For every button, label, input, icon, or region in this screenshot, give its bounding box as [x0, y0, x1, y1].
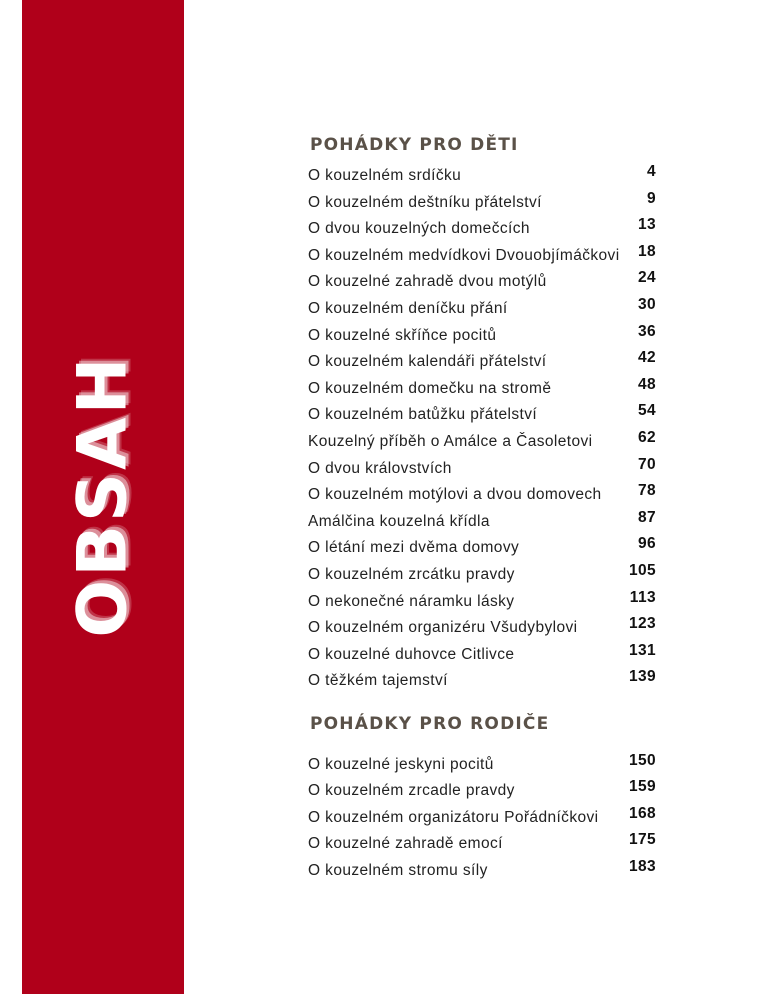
toc-entry[interactable] — [308, 508, 656, 540]
toc-entry-title: O kouzelném batůžku přátelství — [308, 406, 538, 424]
toc-list-parents — [308, 752, 656, 888]
toc-entry[interactable] — [308, 857, 656, 888]
toc-entry-page: 48 — [637, 375, 656, 393]
toc-entry-page: 105 — [628, 561, 656, 579]
toc-entry[interactable] — [308, 804, 656, 835]
toc-entry-page: 150 — [628, 752, 656, 769]
toc-entry-title: O dvou kouzelných domečcích — [308, 220, 530, 238]
toc-entry[interactable] — [308, 778, 656, 808]
toc-entry-title: Amálčina kouzelná křídla — [308, 512, 490, 530]
toc-entry-page: 113 — [629, 588, 656, 606]
toc-entry-page: 24 — [637, 269, 656, 287]
toc-entry-title: O kouzelném deštníku přátelství — [308, 193, 542, 211]
contents-title: OBSAH — [63, 354, 143, 638]
toc-entry-title: O kouzelné duhovce Citlivce — [308, 645, 515, 663]
toc-entry-page: 18 — [637, 242, 656, 260]
toc-entry[interactable] — [308, 831, 656, 861]
toc-entry[interactable] — [308, 216, 656, 247]
toc-entry[interactable] — [308, 349, 656, 380]
toc-entry[interactable] — [308, 752, 656, 782]
toc-entry[interactable] — [308, 402, 656, 433]
toc-entry[interactable] — [308, 561, 656, 593]
toc-entry-title: O kouzelné zahradě emocí — [308, 835, 503, 853]
toc-entry-page: 42 — [637, 349, 656, 367]
toc-entry-title: O kouzelném motýlovi a dvou domovech — [308, 486, 602, 504]
toc-entry-title: O kouzelném organizéru Všudybylovi — [308, 619, 578, 637]
toc-entry-page: 96 — [637, 535, 656, 553]
toc-entry-page: 9 — [646, 189, 656, 207]
toc-entry-page: 36 — [637, 322, 656, 340]
toc-entry-page: 123 — [628, 615, 656, 633]
toc-entry-title: O létání mezi dvěma domovy — [308, 539, 520, 557]
toc-entry-page: 30 — [637, 295, 656, 313]
toc-entry-page: 168 — [628, 804, 656, 822]
toc-entry[interactable] — [308, 428, 656, 460]
toc-entry-title: O dvou královstvích — [308, 459, 452, 477]
toc-list-children — [308, 163, 656, 699]
toc-entry-title: O kouzelném srdíčku — [308, 167, 462, 184]
toc-entry-title: O kouzelném kalendáři přátelství — [308, 353, 547, 371]
toc-entry-title: O kouzelném zrcátku pravdy — [308, 565, 515, 583]
toc-entry[interactable] — [308, 668, 656, 699]
toc-entry-title: O těžkém tajemství — [308, 672, 448, 690]
toc-entry[interactable] — [308, 375, 656, 407]
toc-entry-page: 131 — [628, 641, 656, 659]
toc-entry[interactable] — [308, 535, 656, 566]
toc-entry[interactable] — [308, 588, 656, 620]
toc-entry-page: 175 — [628, 831, 656, 849]
toc-entry-title: O kouzelné zahradě dvou motýlů — [308, 273, 547, 291]
toc-entry-title: O kouzelné skříňce pocitů — [308, 326, 497, 344]
toc-entry[interactable] — [308, 295, 656, 327]
toc-entry-page: 70 — [637, 455, 656, 473]
toc-entry-title: O kouzelném zrcadle pravdy — [308, 782, 515, 800]
toc-entry-title: O kouzelné jeskyni pocitů — [308, 756, 494, 773]
toc-entry-page: 139 — [628, 668, 656, 686]
toc-entry[interactable] — [308, 482, 656, 513]
toc-entry-title: O kouzelném stromu síly — [308, 861, 488, 879]
toc-entry[interactable] — [308, 242, 656, 274]
toc-entry-page: 62 — [637, 428, 656, 446]
toc-entry[interactable] — [308, 615, 656, 646]
toc-entry[interactable] — [308, 269, 656, 300]
section-heading-parents: POHÁDKY PRO RODIČE — [310, 714, 550, 734]
toc-entry[interactable] — [308, 163, 656, 194]
toc-entry-page: 54 — [637, 402, 656, 420]
section-heading-children: POHÁDKY PRO DĚTI — [310, 135, 519, 155]
toc-entry-page: 183 — [628, 857, 656, 875]
toc-entry-title: O kouzelném domečku na stromě — [308, 379, 552, 397]
toc-entry-title: O kouzelném medvídkovi Dvouobjímáčkovi — [308, 246, 620, 264]
toc-entry-title: Kouzelný příběh o Amálce a Časoletovi — [308, 432, 593, 450]
toc-entry-page: 78 — [637, 482, 656, 500]
toc-entry-title: O kouzelném deníčku přání — [308, 299, 508, 317]
toc-entry[interactable] — [308, 322, 656, 354]
toc-entry[interactable] — [308, 455, 656, 487]
toc-entry-page: 13 — [637, 216, 656, 234]
toc-entry-page: 87 — [637, 508, 656, 526]
toc-entry-title: O nekonečné náramku lásky — [308, 592, 515, 610]
toc-entry-title: O kouzelném organizátoru Pořádníčkovi — [308, 808, 599, 826]
toc-entry-page: 4 — [646, 163, 656, 180]
toc-entry[interactable] — [308, 189, 656, 221]
toc-entry-page: 159 — [628, 778, 656, 796]
toc-entry[interactable] — [308, 641, 656, 673]
